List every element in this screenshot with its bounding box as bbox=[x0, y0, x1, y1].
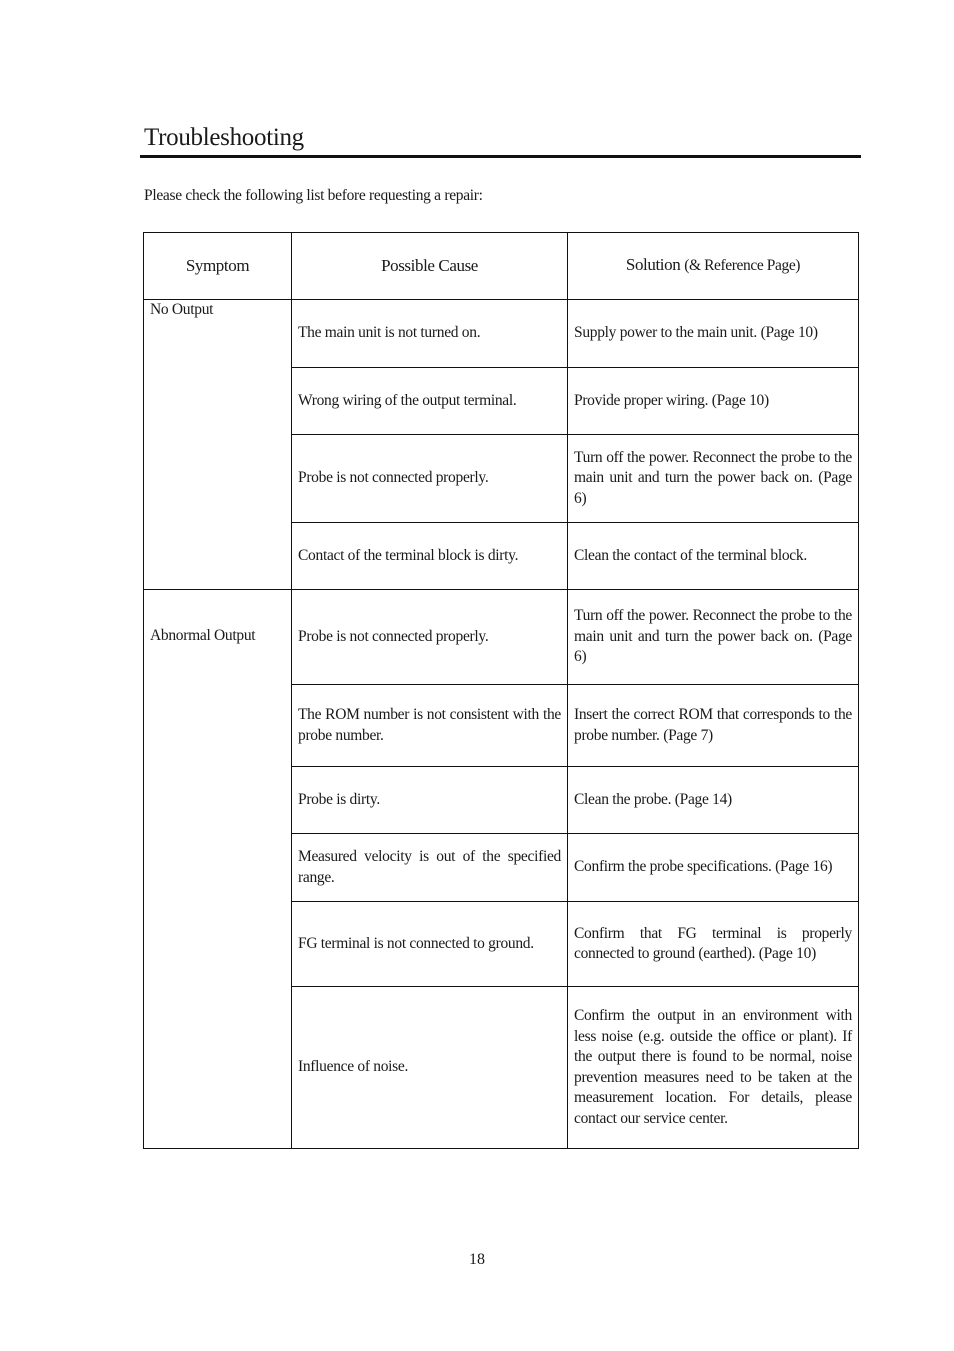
troubleshooting-table bbox=[143, 232, 859, 1149]
solution-cell: Confirm that FG terminal is properly connected to ground (earthed). (Page 10) bbox=[568, 902, 859, 987]
header-solution-label: Solution bbox=[625, 255, 681, 275]
solution-cell: Provide proper wiring. (Page 10) bbox=[568, 368, 859, 435]
intro-text: Please check the following list before requesting a repair: bbox=[144, 187, 483, 204]
cause-cell: The ROM number is not consistent with the probe number. bbox=[292, 685, 568, 767]
cause-cell: Probe is dirty. bbox=[292, 767, 568, 834]
solution-cell: Confirm the probe specifications. (Page 16) bbox=[568, 834, 859, 902]
solution-cell: Clean the probe. (Page 14) bbox=[568, 767, 859, 834]
solution-cell: Supply power to the main unit. (Page 10) bbox=[568, 300, 859, 368]
cause-cell: Contact of the terminal block is dirty. bbox=[292, 523, 568, 590]
cause-cell: Probe is not connected properly. bbox=[292, 435, 568, 523]
symptom-cell: Abnormal Output bbox=[144, 590, 292, 1149]
solution-cell: Clean the contact of the terminal block. bbox=[568, 523, 859, 590]
solution-cell: Turn off the power. Reconnect the probe to the main unit and turn the power back on. (Page 6) bbox=[568, 435, 859, 523]
title-underline bbox=[140, 155, 861, 158]
page-number: 18 bbox=[469, 1251, 485, 1268]
cause-cell: Probe is not connected properly. bbox=[292, 590, 568, 685]
symptom-cell: No Output bbox=[144, 300, 292, 590]
table-header-row bbox=[144, 233, 859, 300]
solution-cell: Confirm the output in an environment with less noise (e.g. outside the office or plant). If the output there is found to be normal, noise prevention measures need to be taken at the measurement location. For details, please contact our service center. bbox=[568, 987, 859, 1149]
cause-cell: FG terminal is not connected to ground. bbox=[292, 902, 568, 987]
table-row bbox=[144, 300, 859, 368]
header-possible-cause: Possible Cause bbox=[292, 233, 568, 300]
header-symptom: Symptom bbox=[144, 233, 292, 300]
header-solution bbox=[568, 233, 859, 300]
page-title: Troubleshooting bbox=[144, 124, 304, 151]
header-solution-note: (& Reference Page) bbox=[684, 257, 801, 275]
table-row bbox=[144, 590, 859, 685]
solution-cell: Turn off the power. Reconnect the probe to the main unit and turn the power back on. (Page 6) bbox=[568, 590, 859, 685]
solution-cell: Insert the correct ROM that corresponds to the probe number. (Page 7) bbox=[568, 685, 859, 767]
cause-cell: Wrong wiring of the output terminal. bbox=[292, 368, 568, 435]
cause-cell: Influence of noise. bbox=[292, 987, 568, 1149]
cause-cell: The main unit is not turned on. bbox=[292, 300, 568, 368]
cause-cell: Measured velocity is out of the specified range. bbox=[292, 834, 568, 902]
